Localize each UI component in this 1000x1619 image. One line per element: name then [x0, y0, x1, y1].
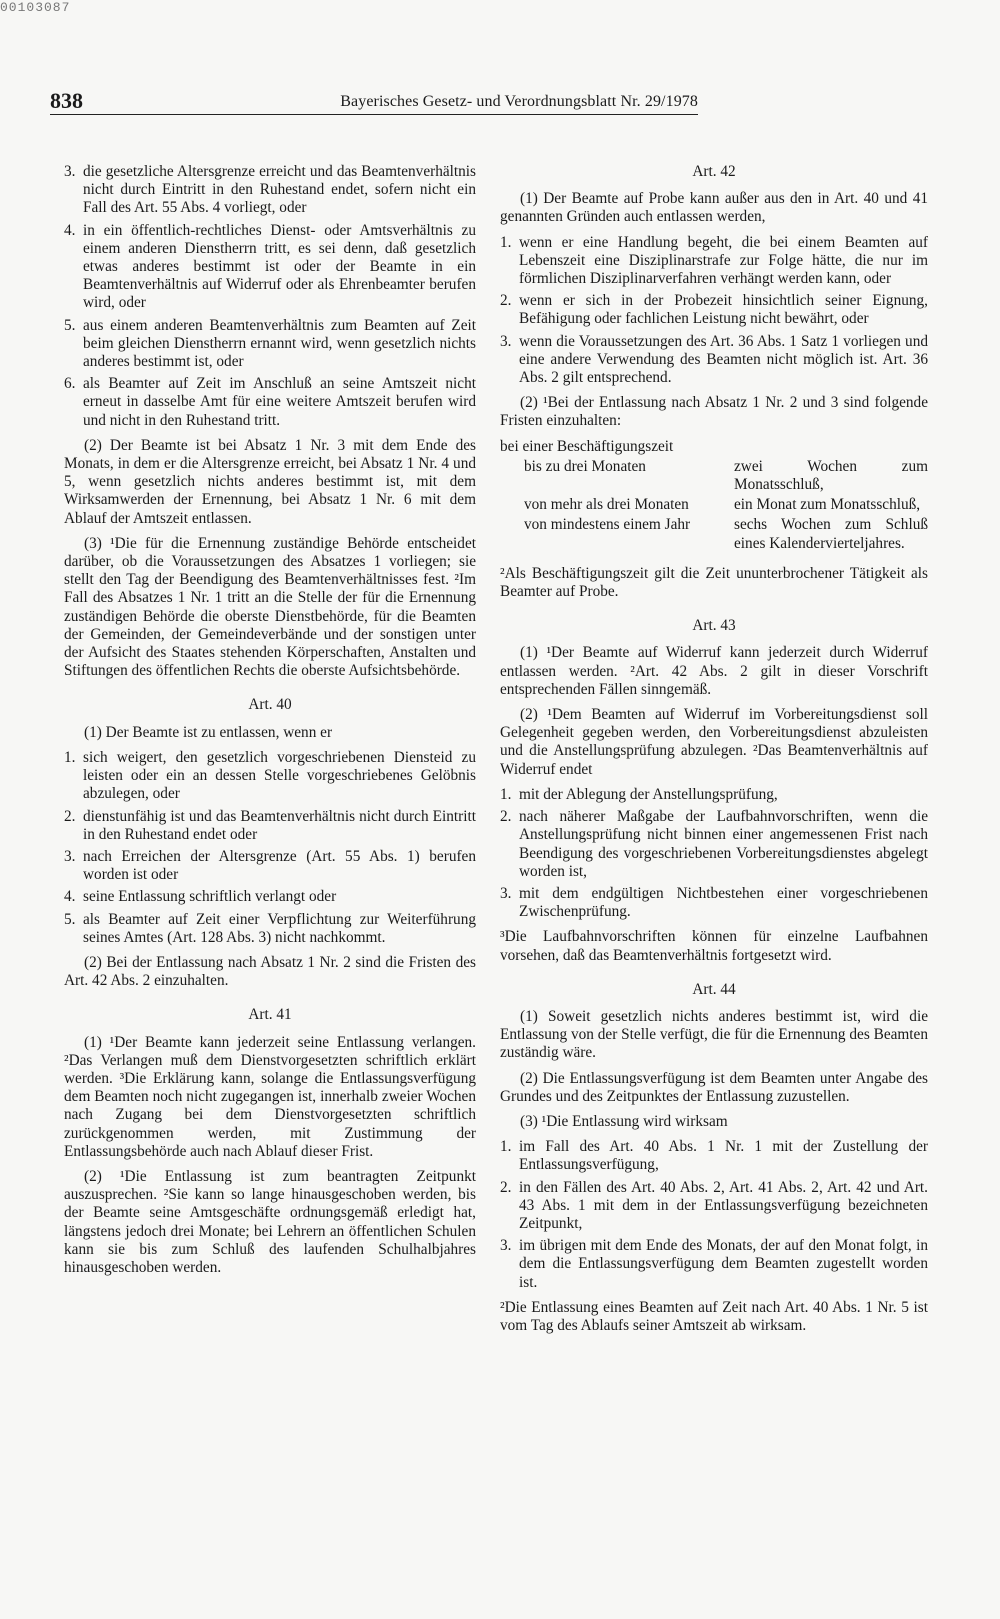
list-item: 4. seine Entlassung schriftlich verlangt oder	[64, 888, 337, 906]
table-cell: sechs Wochen zum Schluß eines Kalendervierteljahres.	[734, 516, 928, 552]
paragraph: (3) ¹Die für die Ernennung zuständige Behörde entscheidet darüber, ob die Voraussetzungen des Absatzes 1 vorliegen; sie stellt den Tag der Beendigung des Beamtenverhältnisses fest. ²Im Fall des Absatzes 1 Nr. 1 tritt an die Stelle der für die Ernennung zuständigen Behörde die oberste Dienstbehörde, für die Beamten der Gemeinden, der Gemeindeverbände und der sonstigen unter der Aufsicht des Staates stehenden Körperschaften, Anstalten und Stiftungen des öffentlichen Rechts die oberste Aufsichtsbehörde.	[64, 534, 476, 680]
paragraph: ²Die Entlassung eines Beamten auf Zeit nach Art. 40 Abs. 1 Nr. 5 ist vom Tag des Ablaufs seiner Amtszeit ab wirksam.	[500, 1298, 928, 1334]
archive-stamp: 00103087	[0, 0, 71, 15]
list-item: 2. wenn er sich in der Probezeit hinsichtlich seiner Eignung, Befähigung oder fachlichen Leistung nicht bewährt, oder	[500, 292, 928, 328]
article-list	[64, 749, 476, 947]
article-heading: Art. 44	[692, 980, 736, 998]
list-item: 1. im Fall des Art. 40 Abs. 1 Nr. 1 mit der Zustellung der Entlassungsverfügung,	[500, 1138, 928, 1174]
paragraph: (1) ¹Der Beamte kann jederzeit seine Entlassung verlangen. ²Das Verlangen muß dem Dienstvorgesetzten schriftlich erklärt werden. ³Die Erklärung kann, solange die Entlassungsverfügung dem Beamten noch nicht zugegangen ist, innerhalb zweier Wochen nach Zugang bei dem Dienstvorgesetzten schriftlich zurückgenommen werden, mit Zustimmung der Entlassungsbehörde auch nach Ablauf dieser Frist.	[64, 1033, 476, 1160]
paragraph: (1) ¹Der Beamte auf Widerruf kann jederzeit durch Widerruf entlassen werden. ²Art. 42 Abs. 2 gilt in dieser Vorschrift entsprechenden Fällen sinngemäß.	[500, 644, 928, 698]
list-item: 1. sich weigert, den gesetzlich vorgeschriebenen Diensteid zu leisten oder ein an dessen Stelle vorgeschriebenes Gelöbnis abzulegen, oder	[64, 748, 476, 803]
table-cell: ein Monat zum Monatsschluß,	[734, 496, 921, 514]
list-item: 2. nach näherer Maßgabe der Laufbahnvorschriften, wenn die Anstellungsprüfung nicht binnen einer angemessenen Frist nach Beendigung des vorgeschriebenen Vorbereitungsdienstes abgelegt worden ist,	[500, 808, 928, 880]
article-list	[500, 1138, 928, 1292]
paragraph: (2) ¹Dem Beamten auf Widerruf im Vorbereitungsdienst soll Gelegenheit gegeben werden, den Vorbereitungsdienst abzuleisten und die Anstellungsprüfung abzulegen. ²Das Beamtenverhältnis auf Widerruf endet	[500, 706, 928, 778]
list-item: 3. wenn die Voraussetzungen des Art. 36 Abs. 1 Satz 1 vorliegen und eine andere Verwendung des Beamten nicht möglich ist. Art. 36 Abs. 2 gilt entsprechend.	[500, 332, 928, 387]
list-item: 3. mit dem endgültigen Nichtbestehen einer vorgeschriebenen Zwischenprüfung.	[500, 884, 928, 921]
paragraph: (2) ¹Die Entlassung ist zum beantragten Zeitpunkt auszusprechen. ²Sie kann so lange hinausgeschoben werden, bis der Beamte seine Amtsgeschäfte ordnungsgemäß erledigt hat, längstens jedoch drei Monate; bei Lehrern an öffentlichen Schulen kann sie bis zum Schluß des laufenden Schulhalbjahres hinausgeschoben werden.	[64, 1167, 476, 1276]
table-cell: von mehr als drei Monaten	[524, 496, 689, 514]
publication-title: Bayerisches Gesetz- und Verordnungsblatt Nr. 29/1978	[340, 93, 698, 110]
table-caption: bei einer Beschäftigungszeit	[500, 437, 674, 455]
list-item: 4. in ein öffentlich-rechtliches Dienst- oder Amtsverhältnis zu einem anderen Dienstherrn tritt, es sei denn, daß gesetzlich etwas anderes bestimmt ist oder der Beamte in ein Beamtenverhältnis auf Widerruf oder als Ehrenbeamter berufen wird, oder	[64, 221, 476, 312]
right-column	[500, 163, 928, 1342]
list-item: 1. mit der Ablegung der Anstellungsprüfung,	[500, 785, 778, 803]
list-item: 2. in den Fällen des Art. 40 Abs. 2, Art. 41 Abs. 2, Art. 42 und Art. 43 Abs. 1 mit dem in der Entlassungsverfügung bezeichneten Zeitpunkt,	[500, 1178, 928, 1232]
list-item: 5. aus einem anderen Beamtenverhältnis zum Beamten auf Zeit beim gleichen Dienstherrn ernannt wird, wenn gesetzlich nichts anderes bestimmt ist, oder	[64, 316, 476, 371]
article-heading: Art. 41	[248, 1006, 292, 1024]
deadline-table	[500, 438, 928, 555]
paragraph: (2) Der Beamte ist bei Absatz 1 Nr. 3 mit dem Ende des Monats, in dem er die Altersgrenze erreicht, bei Absatz 1 Nr. 4 und 5, wenn gesetzlich nichts anderes bestimmt ist, mit dem Wirksamwerden der Ernennung, bei Absatz 1 Nr. 6 mit dem Ablauf der Amtszeit entlassen.	[64, 436, 476, 527]
page-header	[50, 88, 698, 115]
list-continuation	[64, 163, 476, 430]
list-item: 3. die gesetzliche Altersgrenze erreicht und das Beamtenverhältnis nicht durch Eintritt in den Ruhestand endet, sofern nicht ein Fall des Art. 55 Abs. 4 vorliegt, oder	[64, 163, 476, 217]
article-heading: Art. 43	[692, 617, 736, 635]
paragraph: (3) ¹Die Entlassung wird wirksam	[520, 1112, 728, 1130]
table-cell: bis zu drei Monaten	[524, 457, 646, 475]
list-item: 1. wenn er eine Handlung begeht, die bei einem Beamten auf Lebenszeit eine Disziplinarstrafe zur Folge hätte, die nur im förmlichen Disziplinarverfahren verhängt werden kann, oder	[500, 233, 928, 288]
paragraph: (1) Der Beamte auf Probe kann außer aus den in Art. 40 und 41 genannten Gründen auch entlassen werden,	[500, 190, 928, 226]
article-list	[500, 786, 928, 921]
table-row	[500, 516, 928, 554]
article-heading: Art. 40	[248, 696, 292, 714]
article-heading: Art. 42	[692, 163, 736, 180]
list-item: 2. dienstunfähig ist und das Beamtenverhältnis nicht durch Eintritt in den Ruhestand endet oder	[64, 807, 476, 843]
list-item: 3. im übrigen mit dem Ende des Monats, der auf den Monat folgt, in dem die Entlassungsverfügung dem Beamten zugestellt worden ist.	[500, 1237, 928, 1291]
list-item: 6. als Beamter auf Zeit im Anschluß an seine Amtszeit nicht erneut in dasselbe Amt für eine weitere Amtszeit berufen wird und nicht in den Ruhestand tritt.	[64, 375, 476, 429]
paragraph: (2) ¹Bei der Entlassung nach Absatz 1 Nr. 2 und 3 sind folgende Fristen einzuhalten:	[500, 394, 928, 430]
left-column	[64, 163, 476, 1284]
paragraph: (2) Die Entlassungsverfügung ist dem Beamten unter Angabe des Grundes und des Zeitpunktes der Entlassung zuzustellen.	[500, 1069, 928, 1105]
paragraph: ³Die Laufbahnvorschriften können für einzelne Laufbahnen vorsehen, daß das Beamtenverhältnis fortgesetzt wird.	[500, 928, 928, 964]
paragraph: ²Als Beschäftigungszeit gilt die Zeit ununterbrochener Tätigkeit als Beamter auf Probe.	[500, 564, 928, 601]
list-item: 3. nach Erreichen der Altersgrenze (Art. 55 Abs. 1) berufen worden ist oder	[64, 847, 476, 884]
paragraph: (1) Soweit gesetzlich nichts anderes bestimmt ist, wird die Entlassung von der Stelle verfügt, die für die Ernennung des Beamten zuständig wäre.	[500, 1007, 928, 1062]
list-item: 5. als Beamter auf Zeit einer Verpflichtung zur Weiterführung seines Amtes (Art. 128 Abs. 3) nicht nachkommt.	[64, 910, 476, 946]
article-list	[500, 234, 928, 388]
paragraph: (2) Bei der Entlassung nach Absatz 1 Nr. 2 sind die Fristen des Art. 42 Abs. 2 einzuhalten.	[64, 953, 476, 990]
table-cell: von mindestens einem Jahr	[524, 516, 691, 534]
table-cell: zwei Wochen zum Monatsschluß,	[734, 457, 928, 494]
paragraph: (1) Der Beamte ist zu entlassen, wenn er	[84, 723, 333, 741]
table-row	[500, 496, 928, 516]
page-number: 838	[50, 88, 83, 113]
table-row	[500, 458, 928, 496]
